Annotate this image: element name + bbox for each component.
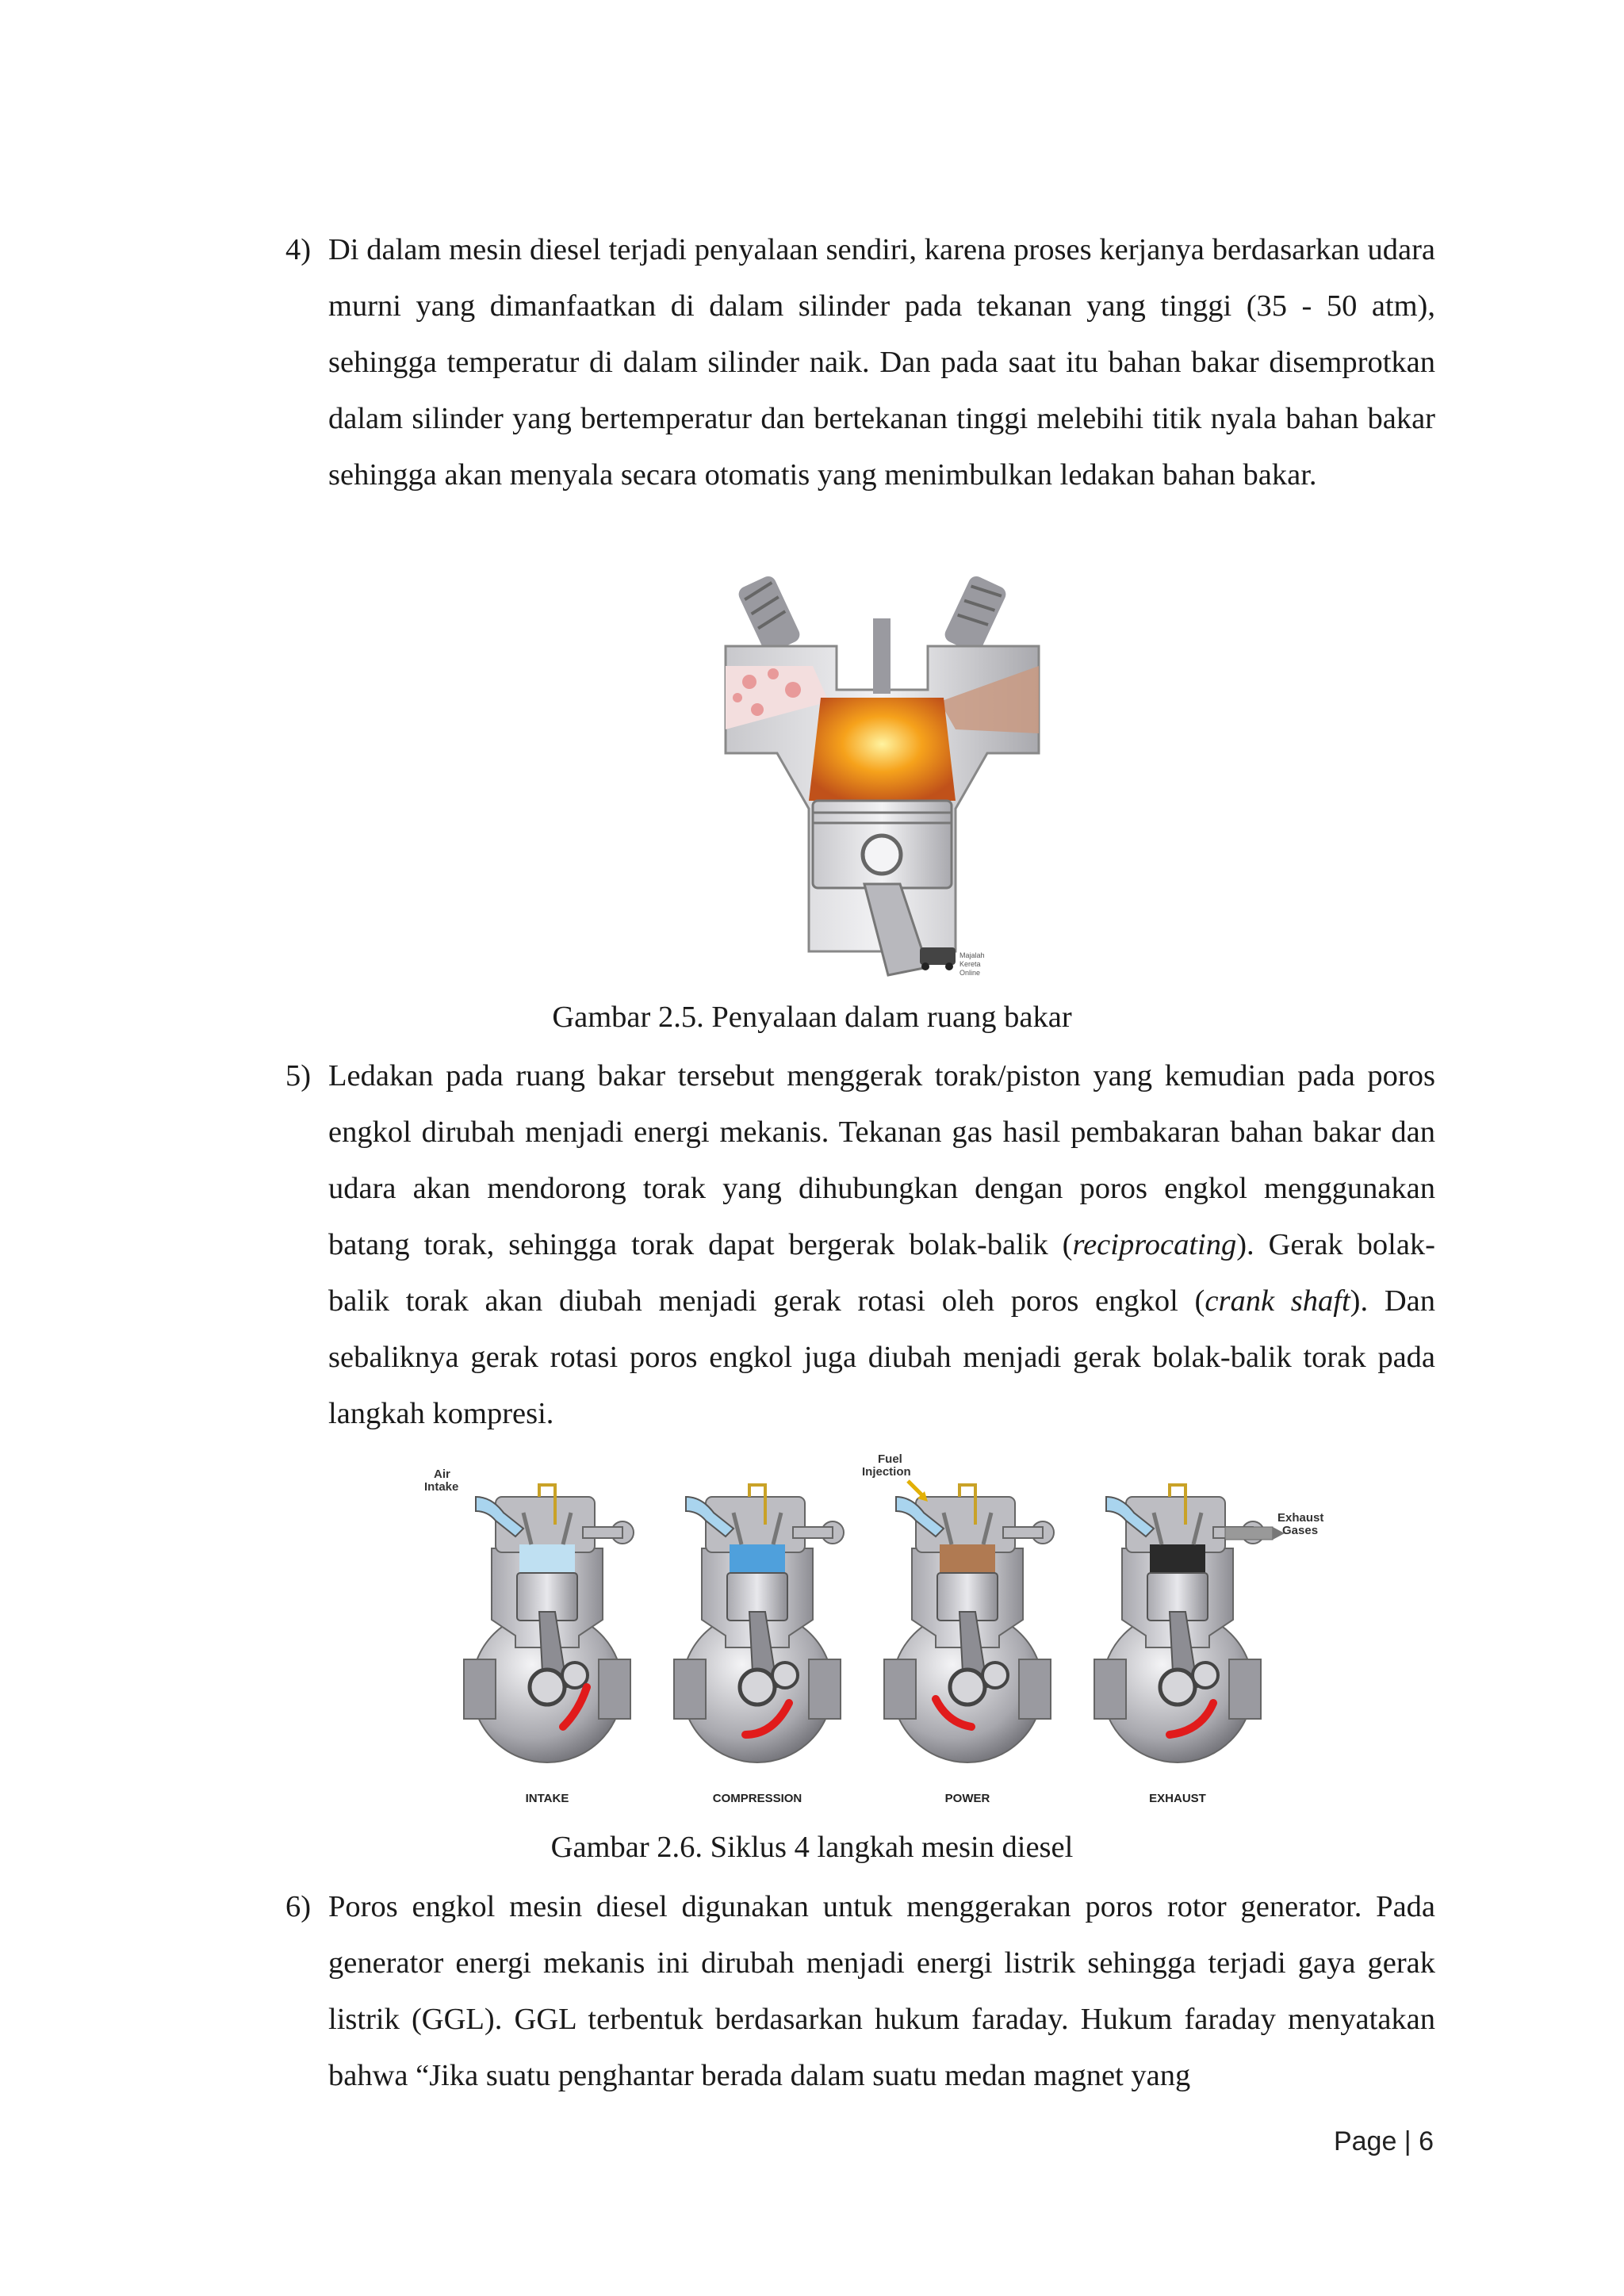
list-number: 5) [285, 1059, 312, 1093]
term-reciprocating: reciprocating [1072, 1228, 1237, 1261]
paragraph-text: Di dalam mesin diesel terjadi penyalaan sendiri, karena proses kerjanya berdasarkan udara murni yang dimanfaatkan di dalam silinder pada tekanan yang tinggi (35 - 50 atm), sehingga temperatur di dalam silinder naik. Dan pada saat itu bahan bakar disemprotkan dalam silinder yang bertemperatur dan bertekanan tinggi melebihi titik nyala bahan bakar sehingga akan menyala secara otomatis yang menimbulkan ledakan bahan bakar. [328, 233, 1435, 492]
fuel-injection-label-1: Fuel [878, 1452, 902, 1466]
figure-caption-2-6: Gambar 2.6. Siklus 4 langkah mesin diesel [550, 1831, 1074, 1864]
list-number: 6) [285, 1890, 312, 1923]
paragraph-text: Poros engkol mesin diesel digunakan untuk menggerakan poros rotor generator. Pada generator energi mekanis ini dirubah menjadi energi listrik sehingga terjadi gaya gerak listrik (GGL). GGL terbentuk berdasarkan hukum faraday. Hukum faraday menyatakan bahwa “Jika suatu penghantar berada dalam suatu medan magnet yang [328, 1890, 1435, 2092]
exhaust-gases-label-2: Gases [1282, 1524, 1319, 1537]
figure-caption-2-5: Gambar 2.5. Penyalaan dalam ruang bakar [552, 1001, 1072, 1034]
list-item-6 [285, 1879, 1435, 2104]
list-number: 4) [285, 233, 312, 266]
stroke-label: INTAKE [525, 1792, 569, 1805]
engine-stroke-power [884, 1485, 1054, 1805]
air-intake-label-2: Intake [424, 1480, 459, 1494]
list-item-4 [285, 222, 1435, 503]
stroke-label: POWER [944, 1792, 990, 1805]
engine-stroke-intake [464, 1485, 634, 1805]
stroke-label: COMPRESSION [712, 1792, 802, 1805]
stroke-label: EXHAUST [1149, 1792, 1206, 1805]
page-number: Page | 6 [1333, 2126, 1434, 2156]
svg-text:Majalah: Majalah [959, 951, 985, 959]
air-intake-label-1: Air [434, 1468, 450, 1481]
combustion-chamber-image [718, 571, 1047, 979]
svg-text:Kereta: Kereta [959, 960, 981, 968]
list-item-5 [285, 1048, 1435, 1442]
engine-stroke-compression [674, 1485, 844, 1805]
svg-text:Online: Online [959, 969, 981, 977]
fuel-injection-label-2: Injection [862, 1465, 911, 1479]
paragraph-text: Ledakan pada ruang bakar tersebut menggerak torak/piston yang kemudian pada poros engkol dirubah menjadi energi mekanis. Tekanan gas hasil pembakaran bahan bakar dan udara akan mendorong torak yang dihubungkan dengan poros engkol menggunakan batang torak, sehingga torak dapat bergerak bolak-balik (reciprocating). Gerak bolak-balik torak akan diubah menjadi gerak rotasi oleh poros engkol (crank shaft). Dan sebaliknya gerak rotasi poros engkol juga diubah menjadi gerak bolak-balik torak pada langkah kompresi. [328, 1059, 1435, 1430]
four-stroke-cycle-image [416, 1449, 1336, 1808]
exhaust-gases-label-1: Exhaust [1277, 1511, 1324, 1525]
term-crank-shaft: crank shaft [1205, 1284, 1350, 1318]
